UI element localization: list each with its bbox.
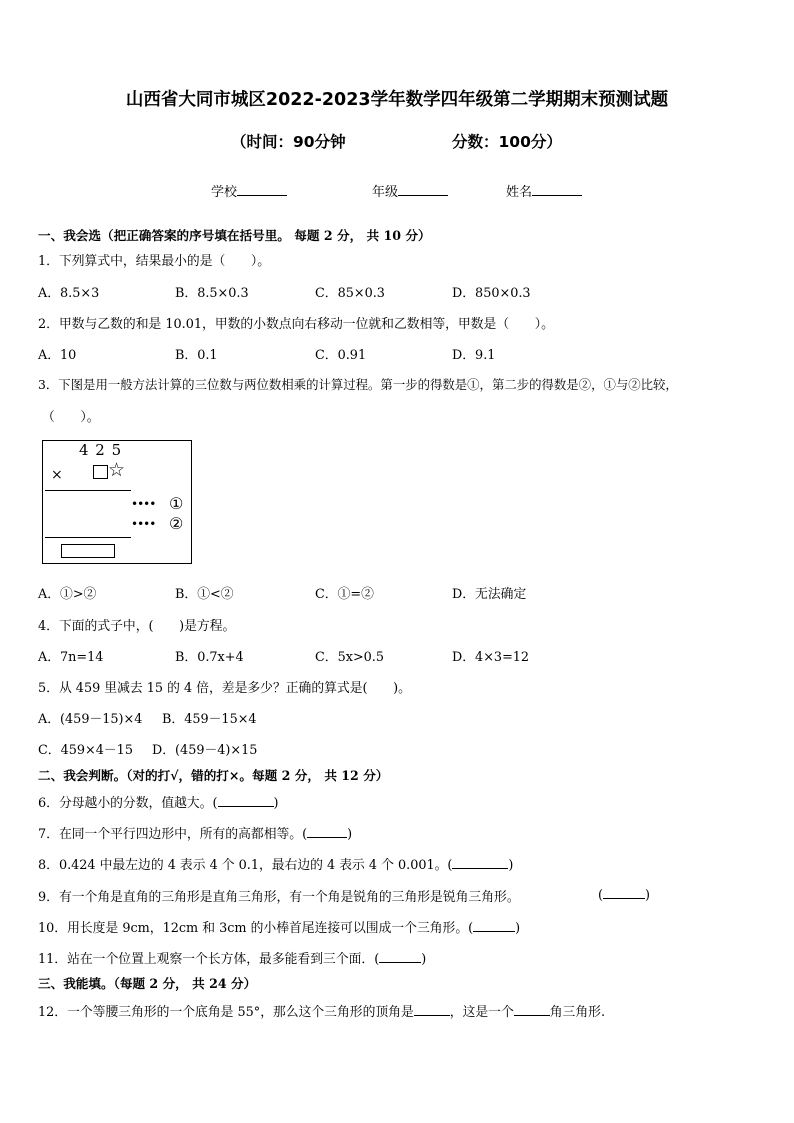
figure-dots-2: ••••	[131, 517, 156, 531]
name-label: 姓名	[506, 185, 533, 200]
q2-option-a[interactable]: A．10	[38, 348, 77, 363]
q9-answer-blank[interactable]	[603, 886, 645, 899]
question-6	[38, 792, 279, 811]
school-label: 学校	[211, 185, 238, 200]
q4-option-b[interactable]: B．0.7x+4	[175, 650, 244, 665]
figure-line-2	[45, 537, 131, 538]
q4-option-c[interactable]: C．5x>0.5	[315, 650, 385, 665]
q1-option-c[interactable]: C．85×0.3	[315, 286, 385, 301]
question-9: 9．有一个角是直角的三角形是直角三角形，有一个角是锐角的三角形是锐角三角形。	[38, 890, 520, 905]
question-11	[38, 948, 426, 967]
section-2-heading: 二、我会判断。（对的打√，错的打×。每题 2 分， 共 12 分）	[38, 768, 389, 783]
square-placeholder	[93, 465, 108, 479]
exam-time: （时间：90分钟	[231, 133, 346, 151]
q1-option-a[interactable]: A．8.5×3	[38, 286, 100, 301]
q12-apex-angle-blank[interactable]	[414, 1003, 450, 1016]
question-7	[38, 823, 352, 842]
q3-option-d[interactable]: D．无法确定	[452, 587, 527, 602]
q10-close-paren: )	[515, 921, 521, 936]
question-12	[38, 1001, 605, 1020]
figure-line-1	[45, 490, 131, 491]
figure-digits: 4 2 5	[79, 441, 123, 459]
q8-close-paren: )	[508, 858, 514, 873]
q10-answer-blank[interactable]	[473, 919, 515, 932]
q11-close-paren: )	[421, 952, 427, 967]
q9-answer	[598, 886, 650, 903]
school-blank[interactable]	[237, 183, 287, 196]
q4-option-d[interactable]: D．4×3=12	[452, 650, 530, 665]
figure-dots-1: ••••	[131, 497, 156, 511]
name-field	[506, 181, 582, 200]
figure-mark-2: ②	[169, 514, 184, 533]
q1-option-b[interactable]: B．8.5×0.3	[175, 286, 249, 301]
question-1: 1．下列算式中，结果最小的是（ ）。	[38, 254, 271, 269]
page-title: 山西省大同市城区2022-2023学年数学四年级第二学期期末预测试题	[125, 90, 669, 110]
question-12-text-c: 角三角形.	[549, 1005, 606, 1020]
q5-option-d[interactable]: D．(459－4)×15	[152, 743, 258, 758]
multiplication-figure	[42, 440, 192, 564]
q5-option-a[interactable]: A．(459－15)×4	[38, 712, 143, 727]
section-3-heading: 三、我能填。（每题 2 分， 共 24 分）	[38, 976, 257, 991]
question-10-text: 10．用长度是 9cm，12cm 和 3cm 的小棒首尾连接可以围成一个三角形。(	[38, 921, 474, 936]
exam-score: 分数：100分）	[452, 133, 562, 151]
q3-option-b[interactable]: B．①<②	[175, 587, 234, 602]
rectangle-placeholder	[61, 544, 115, 558]
question-3-line-2: （ ）。	[42, 410, 100, 425]
q2-option-d[interactable]: D．9.1	[452, 348, 496, 363]
grade-field	[372, 181, 448, 200]
question-11-text: 11．站在一个位置上观察一个长方体，最多能看到三个面．(	[38, 952, 380, 967]
question-10	[38, 917, 520, 936]
q5-option-b[interactable]: B．459－15×4	[162, 712, 257, 727]
q3-option-a[interactable]: A．①>②	[38, 587, 97, 602]
question-4: 4．下面的式子中，( )是方程。	[38, 619, 236, 634]
question-6-text: 6．分母越小的分数，值越大。(	[38, 796, 218, 811]
q12-triangle-type-blank[interactable]	[514, 1003, 550, 1016]
question-2: 2．甲数与乙数的和是 10.01，甲数的小数点向右移动一位就和乙数相等，甲数是（ ）。	[38, 317, 554, 332]
q8-answer-blank[interactable]	[452, 856, 508, 869]
name-blank[interactable]	[532, 183, 582, 196]
question-8	[38, 854, 513, 873]
q4-option-a[interactable]: A．7n=14	[38, 650, 104, 665]
q1-option-d[interactable]: D．850×0.3	[452, 286, 531, 301]
q6-answer-blank[interactable]	[218, 794, 274, 807]
grade-label: 年级	[372, 185, 399, 200]
grade-blank[interactable]	[398, 183, 448, 196]
figure-mark-1: ①	[169, 494, 184, 513]
q9-open-paren: (	[598, 888, 603, 903]
q5-option-c[interactable]: C．459×4－15	[38, 743, 133, 758]
q2-option-c[interactable]: C．0.91	[315, 348, 367, 363]
q9-close-paren: )	[645, 888, 650, 903]
q2-option-b[interactable]: B．0.1	[175, 348, 218, 363]
q3-option-c[interactable]: C．①=②	[315, 587, 374, 602]
question-12-text-b: ，这是一个	[449, 1005, 514, 1020]
question-8-text: 8．0.424 中最左边的 4 表示 4 个 0.1，最右边的 4 表示 4 个 0.001。(	[38, 858, 453, 873]
section-1-heading: 一、我会选（把正确答案的序号填在括号里。 每题 2 分， 共 10 分）	[38, 228, 431, 243]
star-icon: ☆	[108, 459, 126, 481]
q7-answer-blank[interactable]	[307, 825, 347, 838]
question-12-text-a: 12．一个等腰三角形的一个底角是 55°，那么这个三角形的顶角是	[38, 1005, 414, 1020]
question-5: 5．从 459 里减去 15 的 4 倍，差是多少？正确的算式是( )。	[38, 681, 411, 696]
q7-close-paren: )	[347, 827, 353, 842]
question-3-line-1: 3．下图是用一般方法计算的三位数与两位数相乘的计算过程。第一步的得数是①，第二步的得数是②，①与②比较，	[38, 377, 678, 392]
figure-times-sign: ×	[51, 467, 63, 483]
q11-answer-blank[interactable]	[379, 950, 421, 963]
q6-close-paren: )	[273, 796, 279, 811]
question-7-text: 7．在同一个平行四边形中，所有的高都相等。(	[38, 827, 308, 842]
school-field	[211, 181, 287, 200]
